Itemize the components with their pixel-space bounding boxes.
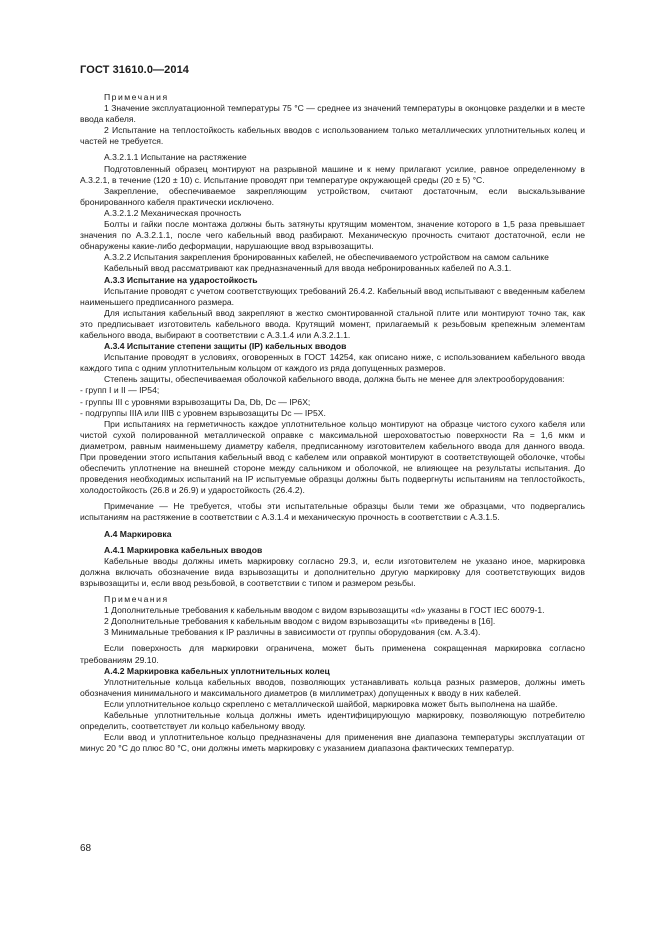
list-item: - группы III с уровнями взрывозащиты Da, Db, Dc — IP6X; <box>80 396 311 407</box>
paragraph: Испытание проводят с учетом соответствующих требований 26.4.2. Кабельный ввод испытывают с введенным кабелем наименьшего предписанного размера. <box>80 285 585 307</box>
paragraph: Для испытания кабельный ввод закрепляют в жестко смонтированной стальной плите или монтируют точно так, как это предписывает изготовитель кабельного ввода. Крутящий момент, прилагаемый к резьбовым крепежным элементам кабельного ввода, выбирают в соответствии с А.3.1.4 или А.3.2.1.1. <box>80 307 585 340</box>
section-heading: А.3.2.1.1 Испытание на растяжение <box>104 152 247 163</box>
paragraph: Кабельные уплотнительные кольца должны иметь идентифицирующую маркировку, позволяющую потребителю определить, соответствует ли кольцо кабельному вводу. <box>80 709 585 732</box>
note-paragraph: Примечание — Не требуется, чтобы эти испытательные образцы были теми же образцами, что подвергались испытаниям на растяжение в соответствии с А.3.1.4 и механическую прочность в соответствии с А.3.1.5. <box>80 501 585 523</box>
paragraph: Если поверхность для маркировки ограничена, может быть применена сокращенная маркировка согласно требованиям 29.10. <box>80 643 585 665</box>
paragraph: Испытание проводят в условиях, оговоренных в ГОСТ 14254, как описано ниже, с использованием кабельного ввода каждого типа с одним уплотнительным кольцом от каждого из ряда допущенных размеров. <box>80 352 585 374</box>
paragraph: Если ввод и уплотнительное кольцо предназначены для применения вне диапазона температуры эксплуатации от минус 20 °С до плюс 80 °С, они должны иметь маркировку с указанием диапазона фактических температур. <box>80 732 585 754</box>
paragraph: При испытаниях на герметичность каждое уплотнительное кольцо монтируют на образце чистого сухого кабеля или чистой сухой полированной металлической оправке с максимальной шероховатостью поверхности Ra = 1,6 мкм и диаметром, равным наименьшему диаметру кабеля, предписанному изготовителем кабельного ввода для данного ввода. При проведении этого испытания кабельный ввод с кабелем или оправкой монтируют в соответствующей оболочке, чтобы обеспечить уплотнение на внешней стороне между сальником и оболочкой, не влияющее на результаты испытания. До проведения необходимых испытаний на IP испытуемые образцы должны быть подвергнуты испытаниям на теплостойкость, холодостойкость (26.8 и 26.9) и ударостойкость (26.4.2). <box>80 418 585 496</box>
section-heading: А.3.3 Испытание на ударостойкость <box>104 274 258 285</box>
paragraph: Кабельный ввод рассматривают как предназначенный для ввода небронированных кабелей по А.3.1. <box>104 263 512 274</box>
note-item: 2 Испытание на теплостойкость кабельных вводов с использованием только металлических уплотнительных колец и частей не требуется. <box>80 125 585 147</box>
section-heading: А.4 Маркировка <box>104 528 172 539</box>
paragraph: Уплотнительные кольца кабельных вводов, позволяющих устанавливать кольца разных размеров, должны иметь обозначения минимального и максимального диаметров (в миллиметрах) допущенных к вводу в них кабелей. <box>80 676 585 698</box>
note-item: 3 Минимальные требования к IP различны в зависимости от группы оборудования (см. А.3.4). <box>104 627 481 638</box>
section-heading: А.3.4 Испытание степени защиты (IP) кабельных вводов <box>104 341 347 352</box>
paragraph: Закрепление, обеспечиваемое закрепляющим устройством, считают достаточным, если выскальзывание бронированного кабеля практически исключено. <box>80 185 585 207</box>
note-item: 1 Значение эксплуатационной температуры 75 °С — среднее из значений температуры в оконцовке разделки и в месте ввода кабеля. <box>80 103 585 125</box>
section-heading: А.3.2.1.2 Механическая прочность <box>104 207 242 218</box>
paragraph: Подготовленный образец монтируют на разрывной машине и к нему прилагают усилие, равное определенному в А.3.2.1, в течение (120 ± 10) с. Испытание проводят при температуре окружающей среды (20 ± 5) °С. <box>80 163 585 185</box>
paragraph: Болты и гайки после монтажа должны быть затянуты крутящим моментом, значение которого в 1,5 раза превышает значения по А.3.2.1.1, после чего кабельный ввод разбирают. Механическую прочность считают достаточной, если не обнаружены какие-либо деформации, нарушающие ввод взрывозащиты. <box>80 219 585 252</box>
paragraph: Кабельные вводы должны иметь маркировку согласно 29.3, и, если изготовителем не указано иное, маркировка должна включать обозначение вида взрывозащиты и дополнительно другую маркировку для соответствующих видов взрывозащиты и, если ввод резьбовой, в соответствии с типом и размером резьбы. <box>80 555 585 588</box>
section-heading: А.4.1 Маркировка кабельных вводов <box>104 544 263 555</box>
paragraph: Степень защиты, обеспечиваемая оболочкой кабельного ввода, должна быть не менее для электрооборудования: <box>104 374 565 385</box>
section-heading: А.3.2.2 Испытания закрепления бронированных кабелей, не обеспечиваемого устройством на самом сальнике <box>104 252 549 263</box>
note-heading: Примечания <box>104 594 169 605</box>
document-body <box>80 92 585 754</box>
document-header: ГОСТ 31610.0—2014 <box>80 64 190 76</box>
section-heading: А.4.2 Маркировка кабельных уплотнительных колец <box>104 665 330 676</box>
list-item: - групп I и II — IP54; <box>80 385 160 396</box>
page-number: 68 <box>80 843 92 854</box>
note-item: 2 Дополнительные требования к кабельным вводом с видом взрывозащиты «t» приведены в [16]. <box>104 616 496 627</box>
note-item: 1 Дополнительные требования к кабельным вводом с видом взрывозащиты «d» указаны в ГОСТ IEC 60079-1. <box>104 605 545 616</box>
paragraph: Если уплотнительное кольцо скреплено с металлической шайбой, маркировка может быть выполнена на шайбе. <box>104 698 558 709</box>
note-heading: Примечания <box>104 92 169 102</box>
list-item: - подгруппы IIIA или IIIB с уровнем взрывозащиты Dc — IP5X. <box>80 407 326 418</box>
